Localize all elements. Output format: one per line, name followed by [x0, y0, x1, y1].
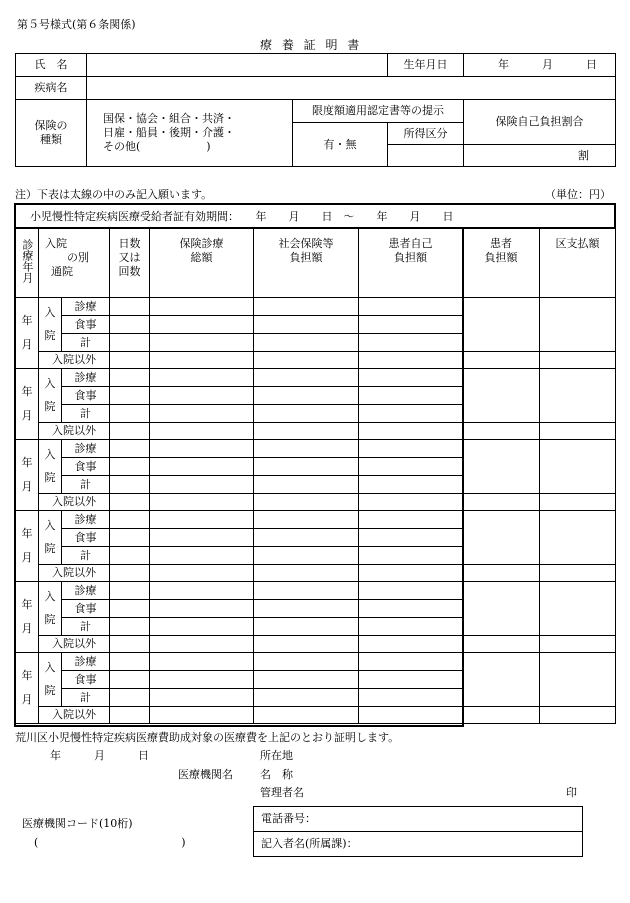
amount-cell[interactable]: [150, 298, 254, 316]
amount-cell[interactable]: [359, 582, 463, 600]
amount-cell[interactable]: [150, 653, 254, 671]
amount-cell[interactable]: [254, 707, 359, 724]
row-label-meal: 食事: [62, 529, 110, 547]
amount-cell[interactable]: [254, 405, 359, 423]
header-ward-pay: 区支払額: [540, 229, 616, 298]
patient-burden-cell[interactable]: [463, 636, 540, 653]
amount-cell[interactable]: [150, 582, 254, 600]
table-row: [16, 565, 616, 582]
row-label-subtotal: 計: [62, 547, 110, 565]
amount-cell[interactable]: [359, 387, 463, 405]
copay-unit: 割: [578, 148, 589, 162]
row-label-meal: 食事: [62, 387, 110, 405]
writer-label[interactable]: 記入者名(所属課)：: [261, 837, 358, 850]
name-label: 氏 名: [16, 54, 87, 77]
table-row: [16, 707, 616, 724]
patient-burden-cell[interactable]: [463, 511, 540, 565]
amount-cell[interactable]: [254, 671, 359, 689]
patient-burden-cell[interactable]: [463, 582, 540, 636]
income-label: 所得区分: [388, 123, 464, 145]
amount-cell[interactable]: [254, 387, 359, 405]
row-label-meal: 食事: [62, 316, 110, 334]
amount-cell[interactable]: [150, 369, 254, 387]
row-label-meal: 食事: [62, 600, 110, 618]
row-label-treatment: 診療: [62, 369, 110, 387]
header-patient-own: 患者自己 負担額: [359, 229, 463, 298]
amount-cell[interactable]: [254, 582, 359, 600]
copay-field[interactable]: [464, 145, 616, 167]
certify-date[interactable]: 年 月 日: [50, 749, 149, 762]
amount-cell[interactable]: [150, 671, 254, 689]
amount-cell[interactable]: [359, 529, 463, 547]
amount-cell[interactable]: [110, 316, 150, 334]
phone-label[interactable]: 電話番号：: [261, 812, 316, 825]
code-field[interactable]: ( ): [34, 836, 186, 849]
amount-cell[interactable]: [254, 511, 359, 529]
row-label-treatment: 診療: [62, 582, 110, 600]
row-label-subtotal: 計: [62, 476, 110, 494]
income-field[interactable]: [388, 145, 464, 167]
month-cell[interactable]: 年 月: [16, 582, 39, 653]
patient-burden-cell[interactable]: [463, 352, 540, 369]
seal-mark: 印: [566, 786, 577, 799]
patient-burden-cell[interactable]: [463, 707, 540, 724]
table-row: [16, 369, 616, 387]
patient-burden-cell[interactable]: [463, 298, 540, 352]
header-social: 社会保険等 負担額: [254, 229, 359, 298]
amount-cell[interactable]: [254, 600, 359, 618]
amount-cell[interactable]: [150, 689, 254, 707]
amount-cell[interactable]: [359, 458, 463, 476]
table-row: [16, 582, 616, 600]
amount-cell[interactable]: [150, 511, 254, 529]
institution-label: 医療機関名: [178, 768, 233, 781]
ward-pay-cell[interactable]: [540, 653, 616, 707]
table-row: [16, 511, 616, 529]
amount-cell[interactable]: [254, 618, 359, 636]
amount-cell[interactable]: [359, 352, 463, 369]
amount-cell[interactable]: [110, 653, 150, 671]
ward-pay-cell[interactable]: [540, 636, 616, 653]
amount-cell[interactable]: [254, 565, 359, 582]
amount-cell[interactable]: [359, 565, 463, 582]
table-row: [16, 653, 616, 671]
row-label-subtotal: 計: [62, 689, 110, 707]
birth-label: 生年月日: [388, 54, 464, 77]
header-days: 日数 又は 回数: [110, 229, 150, 298]
amount-cell[interactable]: [359, 653, 463, 671]
row-label-outpatient: 入院以外: [39, 707, 110, 724]
amount-cell[interactable]: [110, 707, 150, 724]
row-label-outpatient: 入院以外: [39, 494, 110, 511]
row-label-outpatient: 入院以外: [39, 352, 110, 369]
inpatient-cell: 入 院: [39, 653, 62, 707]
ward-pay-cell[interactable]: [540, 707, 616, 724]
amount-cell[interactable]: [110, 547, 150, 565]
ward-pay-cell[interactable]: [540, 494, 616, 511]
amount-cell[interactable]: [110, 689, 150, 707]
month-cell[interactable]: 年 月: [16, 298, 39, 369]
row-label-treatment: 診療: [62, 440, 110, 458]
row-label-meal: 食事: [62, 458, 110, 476]
amount-cell[interactable]: [110, 600, 150, 618]
header-patient-burden: 患者 負担額: [463, 229, 540, 298]
amount-cell[interactable]: [254, 653, 359, 671]
amount-cell[interactable]: [359, 636, 463, 653]
amount-cell[interactable]: [359, 440, 463, 458]
ward-pay-cell[interactable]: [540, 511, 616, 565]
patient-info-table: [15, 53, 616, 167]
patient-burden-cell[interactable]: [463, 440, 540, 494]
patient-burden-cell[interactable]: [463, 653, 540, 707]
table-row: [16, 298, 616, 316]
expense-table: [15, 204, 616, 724]
amount-cell[interactable]: [254, 476, 359, 494]
row-label-treatment: 診療: [62, 298, 110, 316]
amount-cell[interactable]: [359, 298, 463, 316]
amount-cell[interactable]: [254, 298, 359, 316]
month-cell[interactable]: 年 月: [16, 653, 39, 724]
amount-cell[interactable]: [110, 440, 150, 458]
amount-cell[interactable]: [254, 352, 359, 369]
amount-cell[interactable]: [359, 405, 463, 423]
amount-cell[interactable]: [110, 618, 150, 636]
certify-text: 荒川区小児慢性特定疾病医療費助成対象の医療費を上記のとおり証明します。: [15, 731, 400, 744]
table-row: [16, 494, 616, 511]
amount-cell[interactable]: [150, 565, 254, 582]
ward-pay-cell[interactable]: [540, 352, 616, 369]
month-cell[interactable]: 年 月: [16, 511, 39, 582]
amount-cell[interactable]: [110, 334, 150, 352]
amount-cell[interactable]: [150, 707, 254, 724]
name-field[interactable]: [87, 54, 388, 77]
amount-cell[interactable]: [150, 547, 254, 565]
inpatient-cell: 入 院: [39, 511, 62, 565]
amount-cell[interactable]: [150, 405, 254, 423]
amount-cell[interactable]: [110, 529, 150, 547]
table-row: [16, 352, 616, 369]
row-label-subtotal: 計: [62, 334, 110, 352]
address-label: 所在地: [260, 749, 293, 762]
amount-cell[interactable]: [254, 689, 359, 707]
month-cell[interactable]: 年 月: [16, 440, 39, 511]
amount-cell[interactable]: [150, 600, 254, 618]
row-label-outpatient: 入院以外: [39, 423, 110, 440]
amount-cell[interactable]: [150, 458, 254, 476]
amount-cell[interactable]: [359, 671, 463, 689]
amount-cell[interactable]: [110, 369, 150, 387]
ward-pay-cell[interactable]: [540, 298, 616, 352]
month-cell[interactable]: 年 月: [16, 369, 39, 440]
header-month: 診療年月: [16, 229, 39, 298]
row-label-treatment: 診療: [62, 511, 110, 529]
amount-cell[interactable]: [150, 423, 254, 440]
amount-cell[interactable]: [150, 387, 254, 405]
amount-cell[interactable]: [150, 529, 254, 547]
contact-box: [253, 806, 583, 857]
amount-cell[interactable]: [150, 316, 254, 334]
amount-cell[interactable]: [150, 618, 254, 636]
patient-burden-cell[interactable]: [463, 565, 540, 582]
row-label-meal: 食事: [62, 671, 110, 689]
name-field-label: 名 称: [260, 768, 293, 781]
amount-cell[interactable]: [110, 476, 150, 494]
amount-cell[interactable]: [254, 547, 359, 565]
amount-cell[interactable]: [359, 618, 463, 636]
amount-cell[interactable]: [150, 334, 254, 352]
copay-label: 保険自己負担割合: [464, 100, 616, 145]
amount-cell[interactable]: [359, 707, 463, 724]
unit-label: （単位：円）: [545, 188, 611, 201]
amount-cell[interactable]: [110, 423, 150, 440]
amount-cell[interactable]: [359, 600, 463, 618]
row-label-subtotal: 計: [62, 405, 110, 423]
amount-cell[interactable]: [110, 511, 150, 529]
ward-pay-cell[interactable]: [540, 369, 616, 423]
inpatient-cell: 入 院: [39, 440, 62, 494]
table-row: [16, 636, 616, 653]
row-label-treatment: 診療: [62, 653, 110, 671]
patient-burden-cell[interactable]: [463, 423, 540, 440]
amount-cell[interactable]: [359, 316, 463, 334]
insurance-options[interactable]: 国保・協会・組合・共済・ 日雇・船員・後期・介護・ その他( ): [87, 100, 293, 167]
manager-label: 管理者名: [260, 786, 304, 799]
disease-field[interactable]: [87, 77, 616, 100]
amount-cell[interactable]: [359, 476, 463, 494]
ward-pay-cell[interactable]: [540, 565, 616, 582]
limit-cert-value[interactable]: 有・無: [293, 123, 388, 167]
amount-cell[interactable]: [150, 494, 254, 511]
patient-burden-cell[interactable]: [463, 494, 540, 511]
amount-cell[interactable]: [254, 529, 359, 547]
amount-cell[interactable]: [150, 636, 254, 653]
limit-cert-label: 限度額適用認定書等の提示: [293, 100, 464, 123]
form-number: 第５号様式(第６条関係): [17, 18, 136, 31]
validity-period[interactable]: 小児慢性特定疾病医療受給者証有効期間： 年 月 日 ～ 年 月 日: [16, 205, 616, 229]
amount-cell[interactable]: [150, 352, 254, 369]
amount-cell[interactable]: [254, 316, 359, 334]
amount-cell[interactable]: [359, 369, 463, 387]
amount-cell[interactable]: [110, 387, 150, 405]
amount-cell[interactable]: [110, 298, 150, 316]
amount-cell[interactable]: [359, 494, 463, 511]
amount-cell[interactable]: [150, 476, 254, 494]
inpatient-cell: 入 院: [39, 369, 62, 423]
row-label-outpatient: 入院以外: [39, 636, 110, 653]
insurance-label: 保険の 種類: [16, 100, 87, 167]
amount-cell[interactable]: [150, 440, 254, 458]
birth-field[interactable]: [464, 54, 616, 77]
code-label: 医療機関コード(10桁): [22, 817, 133, 830]
inpatient-cell: 入 院: [39, 298, 62, 352]
amount-cell[interactable]: [254, 458, 359, 476]
amount-cell[interactable]: [359, 423, 463, 440]
amount-cell[interactable]: [254, 334, 359, 352]
table-row: [16, 423, 616, 440]
page-title: 療 養 証 明 書: [260, 38, 363, 52]
amount-cell[interactable]: [359, 511, 463, 529]
amount-cell[interactable]: [110, 582, 150, 600]
ward-pay-cell[interactable]: [540, 582, 616, 636]
patient-burden-cell[interactable]: [463, 369, 540, 423]
ward-pay-cell[interactable]: [540, 423, 616, 440]
amount-cell[interactable]: [110, 405, 150, 423]
birth-format: 年 月 日: [498, 58, 597, 72]
amount-cell[interactable]: [254, 369, 359, 387]
ward-pay-cell[interactable]: [540, 440, 616, 494]
amount-cell[interactable]: [110, 671, 150, 689]
amount-cell[interactable]: [359, 689, 463, 707]
note: 注）下表は太線の中のみ記入願います。: [15, 188, 213, 201]
amount-cell[interactable]: [110, 494, 150, 511]
amount-cell[interactable]: [110, 636, 150, 653]
amount-cell[interactable]: [254, 423, 359, 440]
amount-cell[interactable]: [359, 547, 463, 565]
row-label-subtotal: 計: [62, 618, 110, 636]
amount-cell[interactable]: [110, 458, 150, 476]
amount-cell[interactable]: [110, 352, 150, 369]
amount-cell[interactable]: [110, 565, 150, 582]
amount-cell[interactable]: [254, 440, 359, 458]
row-label-outpatient: 入院以外: [39, 565, 110, 582]
disease-label: 疾病名: [16, 77, 87, 100]
amount-cell[interactable]: [359, 334, 463, 352]
header-total: 保険診療 総額: [150, 229, 254, 298]
amount-cell[interactable]: [254, 636, 359, 653]
table-row: [16, 440, 616, 458]
header-type: 入院 の別 通院: [39, 229, 110, 298]
inpatient-cell: 入 院: [39, 582, 62, 636]
amount-cell[interactable]: [254, 494, 359, 511]
